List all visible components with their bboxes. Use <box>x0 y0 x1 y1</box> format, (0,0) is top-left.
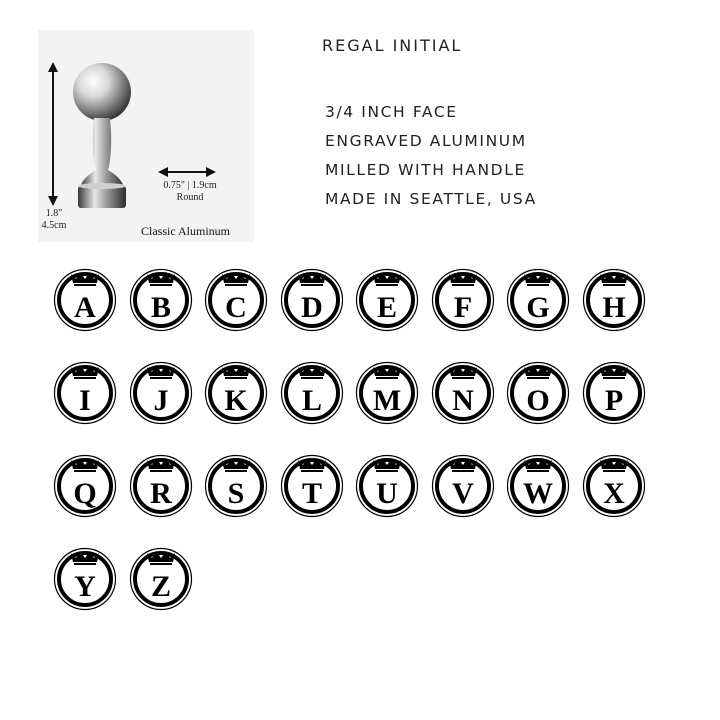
stamp-letter: Y <box>74 570 96 603</box>
stamp-letter: P <box>604 384 624 417</box>
stamp-letter: W <box>523 477 553 510</box>
stamp-z[interactable] <box>129 547 193 611</box>
stamp-y[interactable] <box>53 547 117 611</box>
stamp-n[interactable] <box>431 361 495 425</box>
stamp-i[interactable] <box>53 361 117 425</box>
stamp-c[interactable] <box>204 268 268 332</box>
stamp-a[interactable] <box>53 268 117 332</box>
face-size-label: 0.75" | 1.9cm Round <box>163 180 217 203</box>
stamp-l[interactable] <box>280 361 344 425</box>
spec-material: ENGRAVED ALUMINUM <box>325 132 527 150</box>
stamp-r[interactable] <box>129 454 193 518</box>
stamp-letter: Q <box>73 477 97 510</box>
stamp-p[interactable] <box>582 361 646 425</box>
stamp-u[interactable] <box>355 454 419 518</box>
stamp-letter: G <box>526 291 550 324</box>
stamp-b[interactable] <box>129 268 193 332</box>
stamp-letter: V <box>452 477 474 510</box>
stamp-letter: U <box>376 477 398 510</box>
height-label: 1.8" 4.5cm <box>41 208 67 231</box>
stamp-letter: H <box>602 291 626 324</box>
stamp-letter: A <box>74 291 96 324</box>
stamp-letter: E <box>376 291 397 324</box>
spec-handle: MILLED WITH HANDLE <box>325 161 526 179</box>
stamp-letter: I <box>79 384 91 417</box>
stamp-letter: L <box>301 384 322 417</box>
stamp-letter: Z <box>150 570 171 603</box>
stamp-g[interactable] <box>506 268 570 332</box>
spec-origin: MADE IN SEATTLE, USA <box>325 190 537 208</box>
stamp-letter: J <box>153 384 169 417</box>
stamp-o[interactable] <box>506 361 570 425</box>
stamp-k[interactable] <box>204 361 268 425</box>
stamp-m[interactable] <box>355 361 419 425</box>
stamp-letter: N <box>452 384 474 417</box>
stamp-e[interactable] <box>355 268 419 332</box>
stamp-d[interactable] <box>280 268 344 332</box>
stamp-x[interactable] <box>582 454 646 518</box>
stamp-letter: D <box>301 291 323 324</box>
stamp-t[interactable] <box>280 454 344 518</box>
stamp-letter: M <box>372 384 402 417</box>
product-title: REGAL INITIAL <box>322 36 463 55</box>
stamp-v[interactable] <box>431 454 495 518</box>
stamp-letter: R <box>150 477 172 510</box>
stamp-letter: O <box>526 384 550 417</box>
stamp-q[interactable] <box>53 454 117 518</box>
stamp-letter: T <box>301 477 322 510</box>
stamp-j[interactable] <box>129 361 193 425</box>
stamp-letter: X <box>603 477 625 510</box>
stamp-h[interactable] <box>582 268 646 332</box>
stamp-letter: K <box>224 384 248 417</box>
stamp-letter: F <box>453 291 473 324</box>
stamp-w[interactable] <box>506 454 570 518</box>
stamp-s[interactable] <box>204 454 268 518</box>
stamp-letter: S <box>227 477 245 510</box>
spec-face: 3/4 INCH FACE <box>325 103 458 121</box>
product-caption: Classic Aluminum <box>141 224 231 238</box>
stamp-letter: C <box>225 291 247 324</box>
stamp-letter: B <box>150 291 171 324</box>
stamp-f[interactable] <box>431 268 495 332</box>
